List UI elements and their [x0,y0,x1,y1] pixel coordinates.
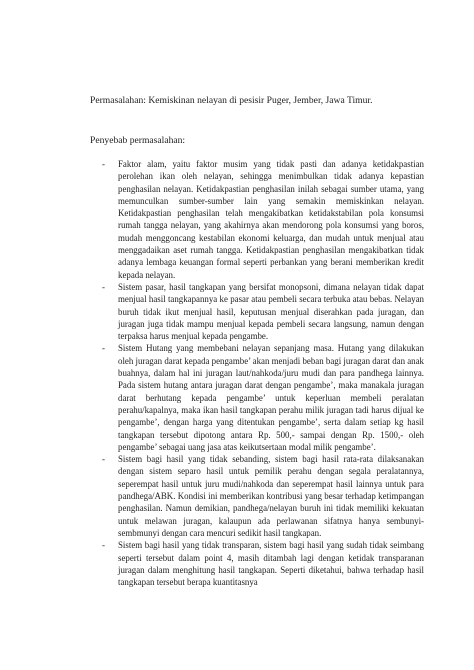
document-title: Permasalahan: Kemiskinan nelayan di pesisir Puger, Jember, Jawa Timur. [90,95,373,106]
bullet-marker: - [102,159,105,169]
list-item-text: Sistem Hutang yang membebani nelayan sepanjang masa. Hutang yang dilakukan oleh juragan darat kepada pengambe’ akan menjadi beban bagi juragan darat dan anak buahnya, dalam hal ini juragan laut/nahkoda/juru mudi dan para pandhega lainnya. Pada sistem hutang antara juragan darat dengan pengambe’, maka manakala juragan darat berhutang kepada pengambe’ untuk keperluan membeli peralatan perahu/kapalnya, maka ikan hasil tangkapan perahu milik juragan tadi harus dijual ke pengambe’, dengan harga yang ditentukan pengambe’, serta dalam setiap kg hasil tangkapan tersebut dipotong antara Rp. 500,- sampai dengan Rp. 1500,- oleh pengambe’ sebagai uang jasa atas keikutsertaan modal milik pengambe’. [118,343,424,452]
list-item-text: Sistem bagi hasil yang tidak transparan, sistem bagi hasil yang sudah tidak seimbang seperti tersebut dalam point 4, masih ditambah lagi dengan ketidak transparanan juragan dalam menghitung hasil tangkapan. Seperti diketahui, bahwa terhadap hasil tangkapan tersebut berapa kuantitasnya [118,540,424,588]
cause-list [102,158,424,588]
list-item [102,158,424,281]
list-item-text: Faktor alam, yaitu faktor musim yang tidak pasti dan adanya ketidakpastian perolehan ikan oleh nelayan, sehingga menimbulkan tidak adanya kepastian penghasilan nelayan. Ketidakpastian penghasilan inilah sebagai sumber utama, yang memunculkan sumber-sumber lain yang semakin memiskinkan nelayan. Ketidakpastian penghasilan telah mengakibatkan ketidakstabilan pola konsumsi rumah tangga nelayan, yang akahirnya akan mendorong pola konsumsi yang boros, mudah menggoncang kestabilan ekonomi keluarga, dan mudah untuk menjual atau menggadaikan aset rumah tangga. Ketidakpastian penghasilan mengakibatkan tidak adanya lembaga keuangan formal seperti perbankan yang berani memberikan kredit kepada nelayan. [118,159,424,280]
bullet-marker: - [102,343,105,354]
list-item [102,342,424,453]
bullet-marker: - [102,454,105,465]
list-item [102,281,424,342]
list-item [102,539,424,588]
list-item [102,453,424,539]
section-heading: Penyebab permasalahan: [90,135,186,146]
list-item-text: Sistem bagi hasil yang tidak sebanding, sistem bagi hasil rata-rata dilaksanakan dengan sistem separo hasil untuk pemilik perahu dengan segala peralatannya, seperempat hasil untuk juru mudi/nahkoda dan seperempat hasil lainnya untuk para pandhega/ABK. Kondisi ini memberikan kontribusi yang besar terhadap ketimpangan penghasilan. Namun demikian, pandhega/nelayan buruh ini tidak memiliki kekuatan untuk melawan juragan, kalaupun ada perlawanan sifatnya hanya sembunyi-sembmunyi dengan cara mencuri sedikit hasil tangkapan. [118,454,424,538]
bullet-marker: - [102,540,105,551]
list-item-text: Sistem pasar, hasil tangkapan yang bersifat monopsoni, dimana nelayan tidak dapat menjual hasil tangkapannya ke pasar atau pembeli secara terbuka atau bebas. Nelayan buruh tidak ikut menjual hasil, keputusan menjual diserahkan pada juragan, dan juragan juga tidak mampu menjual kepada pembeli secara langsung, namun dengan terpaksa harus menjual kepada pengambe. [118,281,424,342]
bullet-marker: - [102,281,105,292]
